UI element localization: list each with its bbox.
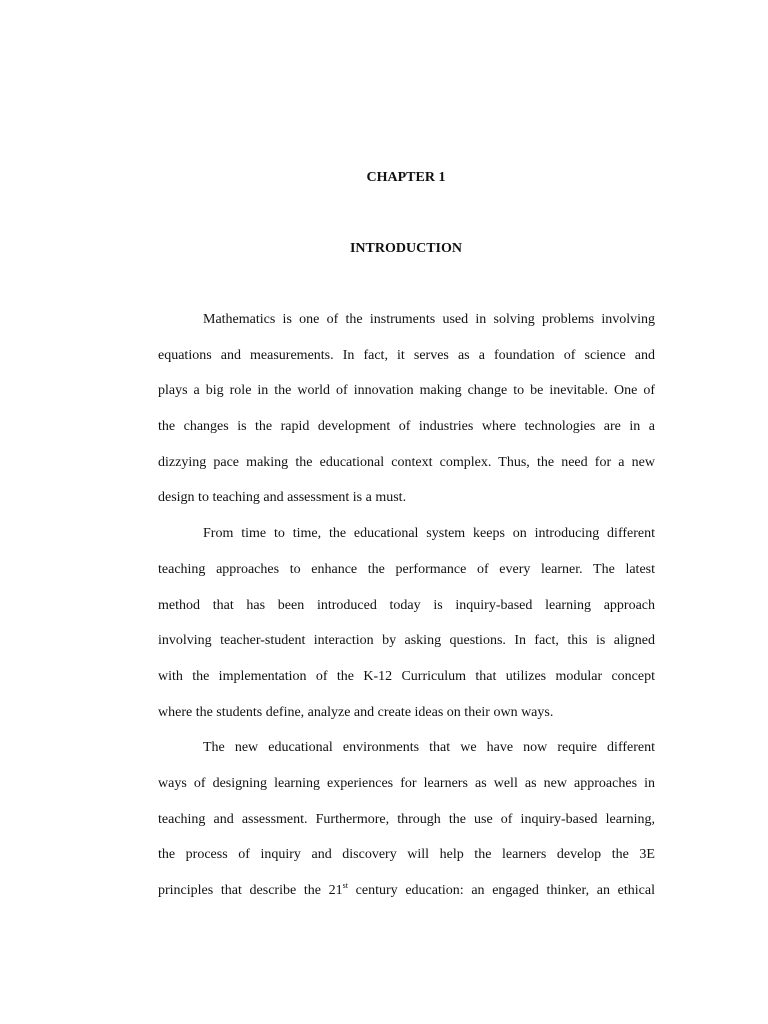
- paragraph-1-line: design to teaching and assessment is a must.: [158, 490, 407, 506]
- paragraph-2-line: method that has been introduced today is inquiry-based learning approach: [158, 597, 655, 613]
- paragraph-2-line: with the implementation of the K-12 Curriculum that utilizes modular concept: [158, 668, 655, 684]
- body-text: [158, 308, 655, 915]
- paragraph-2-line: From time to time, the educational system keeps on introducing different: [203, 526, 655, 542]
- paragraph-2-line: where the students define, analyze and create ideas on their own ways.: [158, 704, 554, 720]
- ordinal-superscript: st: [342, 881, 348, 890]
- paragraph-3-line: teaching and assessment. Furthermore, through the use of inquiry-based learning,: [158, 811, 655, 827]
- paragraph-3-line-with-superscript: [158, 879, 655, 915]
- paragraph-2-line: teaching approaches to enhance the performance of every learner. The latest: [158, 561, 655, 577]
- paragraph-3-line: The new educational environments that we have now require different: [203, 740, 655, 756]
- paragraph-1-line: plays a big role in the world of innovation making change to be inevitable. One of: [158, 383, 655, 399]
- paragraph-1-line: equations and measurements. In fact, it serves as a foundation of science and: [158, 347, 655, 363]
- line-text-before: principles that describe the 21: [158, 883, 343, 898]
- paragraph-3-line: the process of inquiry and discovery will help the learners develop the 3E: [158, 847, 655, 863]
- line-text-after: century education: an engaged thinker, an ethical: [348, 883, 655, 898]
- section-title: INTRODUCTION: [349, 241, 462, 256]
- paragraph-2-line: involving teacher-student interaction by asking questions. In fact, this is aligned: [158, 633, 655, 649]
- paragraph-3-line: ways of designing learning experiences for learners as well as new approaches in: [158, 775, 655, 791]
- paragraph-1-line: dizzying pace making the educational context complex. Thus, the need for a new: [158, 454, 655, 470]
- paragraph-1-line: Mathematics is one of the instruments used in solving problems involving: [203, 312, 655, 327]
- chapter-label: CHAPTER 1: [366, 170, 446, 185]
- paragraph-1-line: the changes is the rapid development of industries where technologies are in a: [158, 419, 655, 435]
